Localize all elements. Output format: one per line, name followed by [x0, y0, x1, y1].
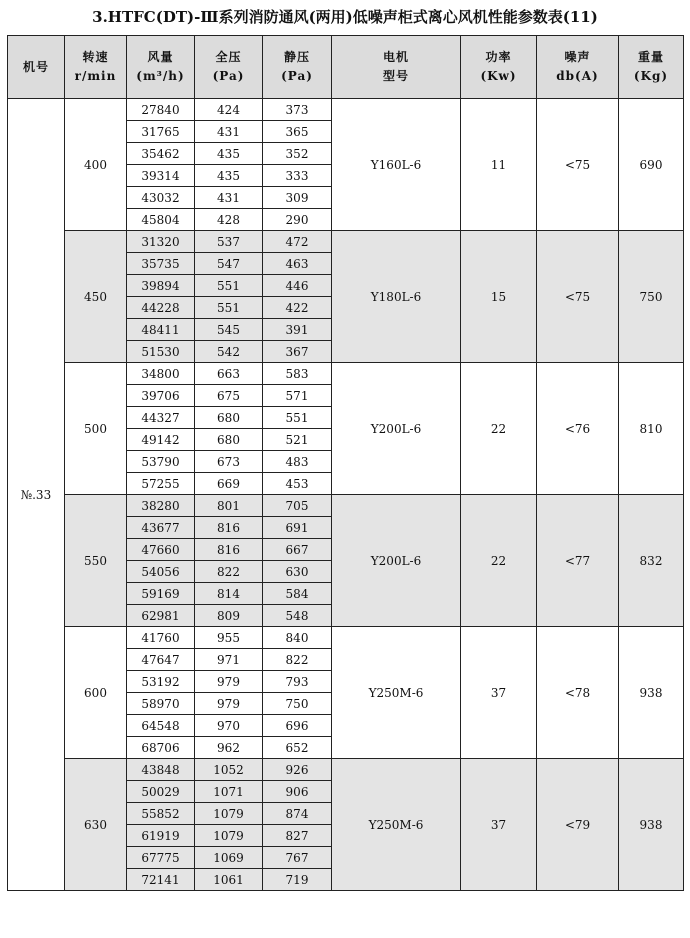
airflow-cell: 31765 — [127, 121, 195, 143]
static-pressure-cell: 926 — [263, 759, 332, 781]
airflow-cell: 58970 — [127, 693, 195, 715]
airflow-cell: 53790 — [127, 451, 195, 473]
static-pressure-cell: 630 — [263, 561, 332, 583]
airflow-cell: 27840 — [127, 99, 195, 121]
performance-table — [7, 35, 684, 891]
header-row — [8, 36, 684, 99]
motor-cell: Y200L-6 — [332, 495, 461, 627]
static-pressure-cell: 333 — [263, 165, 332, 187]
total-pressure-cell: 435 — [195, 165, 263, 187]
noise-cell: <79 — [537, 759, 619, 891]
motor-cell: Y200L-6 — [332, 363, 461, 495]
static-pressure-cell: 551 — [263, 407, 332, 429]
static-pressure-cell: 583 — [263, 363, 332, 385]
total-pressure-cell: 962 — [195, 737, 263, 759]
power-cell: 37 — [461, 759, 537, 891]
header-speed: 转速 r/min — [65, 36, 127, 99]
header-noise: 噪声 db(A) — [537, 36, 619, 99]
power-cell: 11 — [461, 99, 537, 231]
total-pressure-cell: 428 — [195, 209, 263, 231]
weight-cell: 690 — [619, 99, 684, 231]
total-pressure-cell: 816 — [195, 539, 263, 561]
speed-cell: 400 — [65, 99, 127, 231]
motor-cell: Y250M-6 — [332, 759, 461, 891]
speed-cell: 600 — [65, 627, 127, 759]
airflow-cell: 45804 — [127, 209, 195, 231]
total-pressure-cell: 801 — [195, 495, 263, 517]
total-pressure-cell: 1079 — [195, 825, 263, 847]
total-pressure-cell: 1071 — [195, 781, 263, 803]
airflow-cell: 47660 — [127, 539, 195, 561]
static-pressure-cell: 874 — [263, 803, 332, 825]
airflow-cell: 59169 — [127, 583, 195, 605]
header-static-pressure: 静压 (Pa) — [263, 36, 332, 99]
power-cell: 37 — [461, 627, 537, 759]
table-row — [8, 495, 684, 517]
airflow-cell: 47647 — [127, 649, 195, 671]
airflow-cell: 62981 — [127, 605, 195, 627]
airflow-cell: 34800 — [127, 363, 195, 385]
static-pressure-cell: 309 — [263, 187, 332, 209]
total-pressure-cell: 542 — [195, 341, 263, 363]
airflow-cell: 39706 — [127, 385, 195, 407]
total-pressure-cell: 1052 — [195, 759, 263, 781]
noise-cell: <76 — [537, 363, 619, 495]
airflow-cell: 72141 — [127, 869, 195, 891]
speed-cell: 630 — [65, 759, 127, 891]
header-model: 机号 — [8, 36, 65, 99]
header-total-pressure: 全压 (Pa) — [195, 36, 263, 99]
total-pressure-cell: 814 — [195, 583, 263, 605]
total-pressure-cell: 680 — [195, 407, 263, 429]
static-pressure-cell: 472 — [263, 231, 332, 253]
header-weight: 重量 (Kg) — [619, 36, 684, 99]
total-pressure-cell: 816 — [195, 517, 263, 539]
airflow-cell: 55852 — [127, 803, 195, 825]
noise-cell: <78 — [537, 627, 619, 759]
airflow-cell: 50029 — [127, 781, 195, 803]
airflow-cell: 57255 — [127, 473, 195, 495]
airflow-cell: 44228 — [127, 297, 195, 319]
airflow-cell: 68706 — [127, 737, 195, 759]
power-cell: 22 — [461, 495, 537, 627]
speed-cell: 450 — [65, 231, 127, 363]
total-pressure-cell: 431 — [195, 121, 263, 143]
airflow-cell: 35735 — [127, 253, 195, 275]
airflow-cell: 61919 — [127, 825, 195, 847]
airflow-cell: 49142 — [127, 429, 195, 451]
airflow-cell: 31320 — [127, 231, 195, 253]
speed-cell: 550 — [65, 495, 127, 627]
power-cell: 22 — [461, 363, 537, 495]
airflow-cell: 39894 — [127, 275, 195, 297]
static-pressure-cell: 793 — [263, 671, 332, 693]
static-pressure-cell: 521 — [263, 429, 332, 451]
total-pressure-cell: 1061 — [195, 869, 263, 891]
airflow-cell: 43677 — [127, 517, 195, 539]
total-pressure-cell: 809 — [195, 605, 263, 627]
static-pressure-cell: 453 — [263, 473, 332, 495]
static-pressure-cell: 483 — [263, 451, 332, 473]
total-pressure-cell: 971 — [195, 649, 263, 671]
total-pressure-cell: 675 — [195, 385, 263, 407]
model-number-cell: №.33 — [8, 99, 65, 891]
total-pressure-cell: 955 — [195, 627, 263, 649]
table-row — [8, 363, 684, 385]
weight-cell: 810 — [619, 363, 684, 495]
total-pressure-cell: 669 — [195, 473, 263, 495]
total-pressure-cell: 663 — [195, 363, 263, 385]
table-row — [8, 99, 684, 121]
airflow-cell: 44327 — [127, 407, 195, 429]
airflow-cell: 41760 — [127, 627, 195, 649]
motor-cell: Y180L-6 — [332, 231, 461, 363]
motor-cell: Y250M-6 — [332, 627, 461, 759]
weight-cell: 750 — [619, 231, 684, 363]
total-pressure-cell: 673 — [195, 451, 263, 473]
motor-cell: Y160L-6 — [332, 99, 461, 231]
noise-cell: <77 — [537, 495, 619, 627]
airflow-cell: 67775 — [127, 847, 195, 869]
static-pressure-cell: 548 — [263, 605, 332, 627]
weight-cell: 938 — [619, 627, 684, 759]
airflow-cell: 43032 — [127, 187, 195, 209]
airflow-cell: 48411 — [127, 319, 195, 341]
total-pressure-cell: 551 — [195, 297, 263, 319]
table-row — [8, 759, 684, 781]
airflow-cell: 35462 — [127, 143, 195, 165]
total-pressure-cell: 680 — [195, 429, 263, 451]
total-pressure-cell: 545 — [195, 319, 263, 341]
total-pressure-cell: 424 — [195, 99, 263, 121]
static-pressure-cell: 571 — [263, 385, 332, 407]
static-pressure-cell: 422 — [263, 297, 332, 319]
static-pressure-cell: 352 — [263, 143, 332, 165]
static-pressure-cell: 365 — [263, 121, 332, 143]
total-pressure-cell: 822 — [195, 561, 263, 583]
table-row — [8, 231, 684, 253]
static-pressure-cell: 705 — [263, 495, 332, 517]
airflow-cell: 39314 — [127, 165, 195, 187]
noise-cell: <75 — [537, 99, 619, 231]
page-title: 3.HTFC(DT)-Ⅲ系列消防通风(两用)低噪声柜式离心风机性能参数表(11) — [92, 8, 598, 26]
static-pressure-cell: 391 — [263, 319, 332, 341]
weight-cell: 938 — [619, 759, 684, 891]
speed-cell: 500 — [65, 363, 127, 495]
static-pressure-cell: 667 — [263, 539, 332, 561]
airflow-cell: 51530 — [127, 341, 195, 363]
header-motor: 电机 型号 — [332, 36, 461, 99]
header-power: 功率 (Kw) — [461, 36, 537, 99]
static-pressure-cell: 373 — [263, 99, 332, 121]
table-body — [8, 99, 684, 891]
total-pressure-cell: 1069 — [195, 847, 263, 869]
power-cell: 15 — [461, 231, 537, 363]
static-pressure-cell: 290 — [263, 209, 332, 231]
total-pressure-cell: 537 — [195, 231, 263, 253]
total-pressure-cell: 979 — [195, 671, 263, 693]
noise-cell: <75 — [537, 231, 619, 363]
static-pressure-cell: 584 — [263, 583, 332, 605]
total-pressure-cell: 551 — [195, 275, 263, 297]
total-pressure-cell: 1079 — [195, 803, 263, 825]
table-row — [8, 627, 684, 649]
static-pressure-cell: 696 — [263, 715, 332, 737]
static-pressure-cell: 822 — [263, 649, 332, 671]
airflow-cell: 64548 — [127, 715, 195, 737]
static-pressure-cell: 652 — [263, 737, 332, 759]
airflow-cell: 38280 — [127, 495, 195, 517]
total-pressure-cell: 547 — [195, 253, 263, 275]
static-pressure-cell: 767 — [263, 847, 332, 869]
static-pressure-cell: 906 — [263, 781, 332, 803]
weight-cell: 832 — [619, 495, 684, 627]
static-pressure-cell: 367 — [263, 341, 332, 363]
header-airflow: 风量 (m³/h) — [127, 36, 195, 99]
static-pressure-cell: 840 — [263, 627, 332, 649]
airflow-cell: 43848 — [127, 759, 195, 781]
static-pressure-cell: 750 — [263, 693, 332, 715]
total-pressure-cell: 435 — [195, 143, 263, 165]
static-pressure-cell: 463 — [263, 253, 332, 275]
static-pressure-cell: 719 — [263, 869, 332, 891]
total-pressure-cell: 431 — [195, 187, 263, 209]
total-pressure-cell: 979 — [195, 693, 263, 715]
static-pressure-cell: 827 — [263, 825, 332, 847]
static-pressure-cell: 446 — [263, 275, 332, 297]
total-pressure-cell: 970 — [195, 715, 263, 737]
airflow-cell: 53192 — [127, 671, 195, 693]
static-pressure-cell: 691 — [263, 517, 332, 539]
airflow-cell: 54056 — [127, 561, 195, 583]
